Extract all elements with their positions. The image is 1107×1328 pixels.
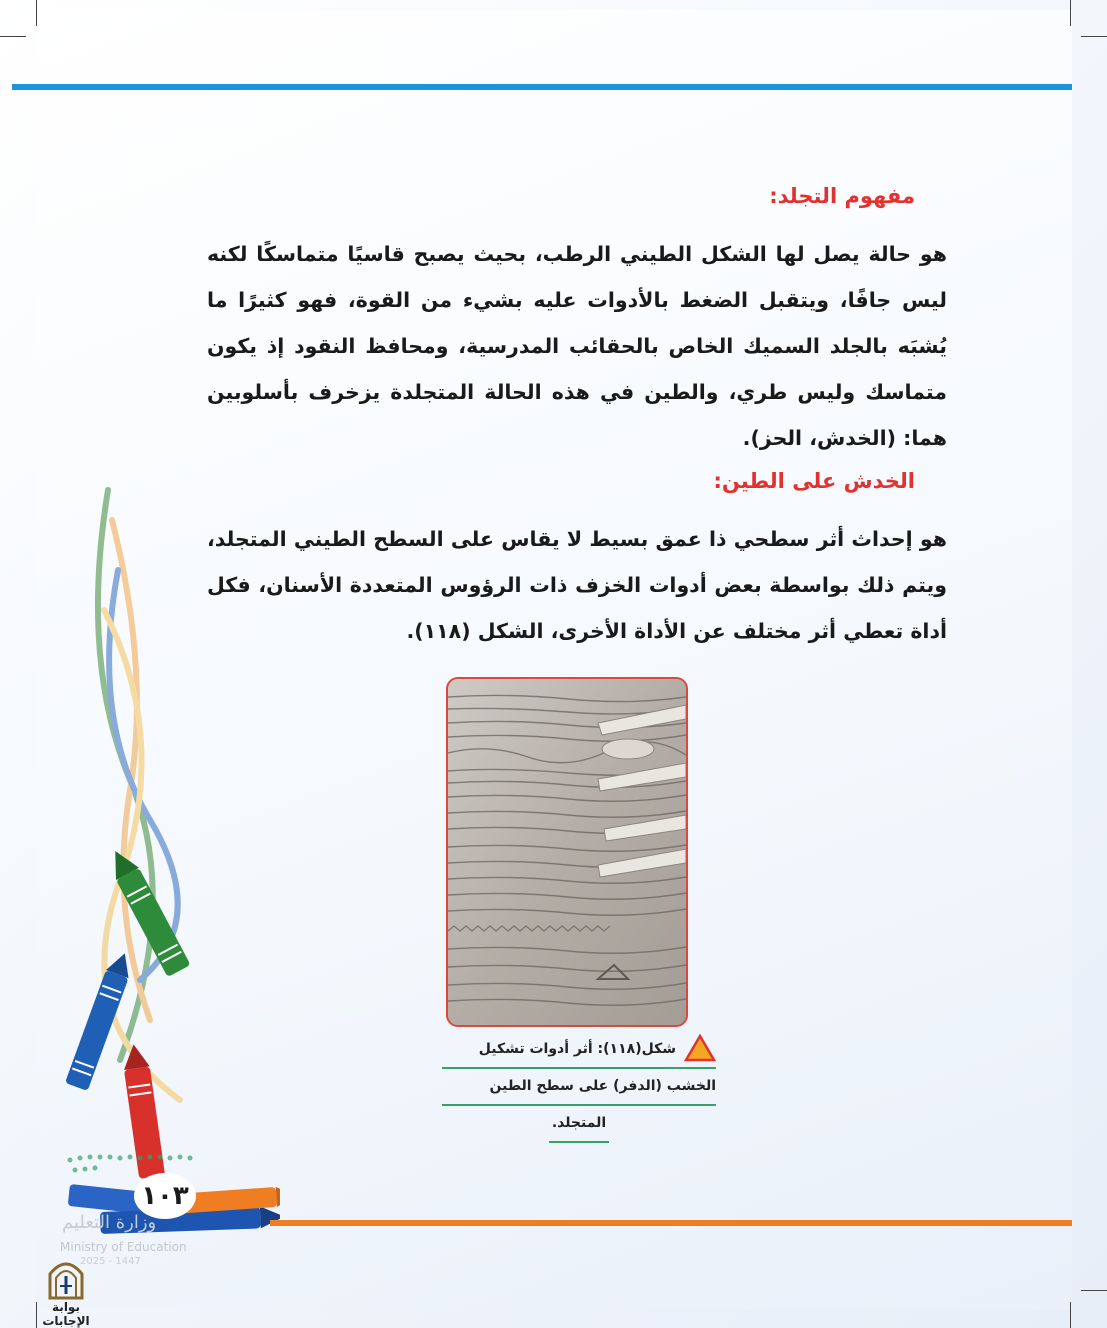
section-heading-glazing: مفهوم التجلد: [769,184,915,208]
section-heading-scratching: الخدش على الطين: [713,469,915,493]
crop-mark [1081,36,1107,37]
ministry-watermark-en: Ministry of Education [60,1240,187,1254]
crop-mark [1081,1290,1107,1291]
crop-mark [0,36,26,37]
section-paragraph-glazing: هو حالة يصل لها الشكل الطيني الرطب، بحيث يصبح قاسيًا متماسكًا لكنه ليس جافًا، ويتقبل الضغط بالأدوات عليه بشيء من القوة، فهو كثيرًا ما يُشبَه بالجلد السميك الخاص بالحقائب المدرسية، ومحافظ النقود إذ يكون متماسك وليس طري، والطين في هذه الحالة المتجلدة يزخرف بأسلوبين هما: (الخدش، الحز). [207,242,947,450]
clay-tool-marks-photo [448,679,686,1025]
crop-mark [36,0,37,26]
section-paragraph-scratching: هو إحداث أثر سطحي ذا عمق بسيط لا يقاس على السطح الطيني المتجلد، ويتم ذلك بواسطة بعض أدوات الخزف ذات الرؤوس المتعددة الأسنان، فكل أداة تعطي أثر مختلف عن الأداة الأخرى، الشكل (١١٨). [207,527,947,643]
answers-portal-label: بوابة الإجابات [42,1300,90,1328]
page-number: ١٠٣ [134,1173,196,1219]
answers-portal-logo-icon [44,1254,88,1300]
crop-mark [1070,1302,1071,1328]
caption-line: شكل(١١٨): أثر أدوات تشكيل [442,1034,716,1069]
crop-mark [1070,0,1071,26]
ministry-watermark-ar: وزارة التعليم [62,1212,157,1233]
crayons-decoration [60,460,280,1280]
caption-line: الخشب (الدفر) على سطح الطين [442,1071,716,1106]
caption-line: المتجلد. [549,1108,609,1143]
figure-image [446,677,688,1027]
bottom-divider [270,1220,1072,1226]
top-divider [12,84,1072,90]
figure-caption [442,1034,716,1143]
ministry-watermark-year: 2025 - 1447 [80,1256,141,1267]
